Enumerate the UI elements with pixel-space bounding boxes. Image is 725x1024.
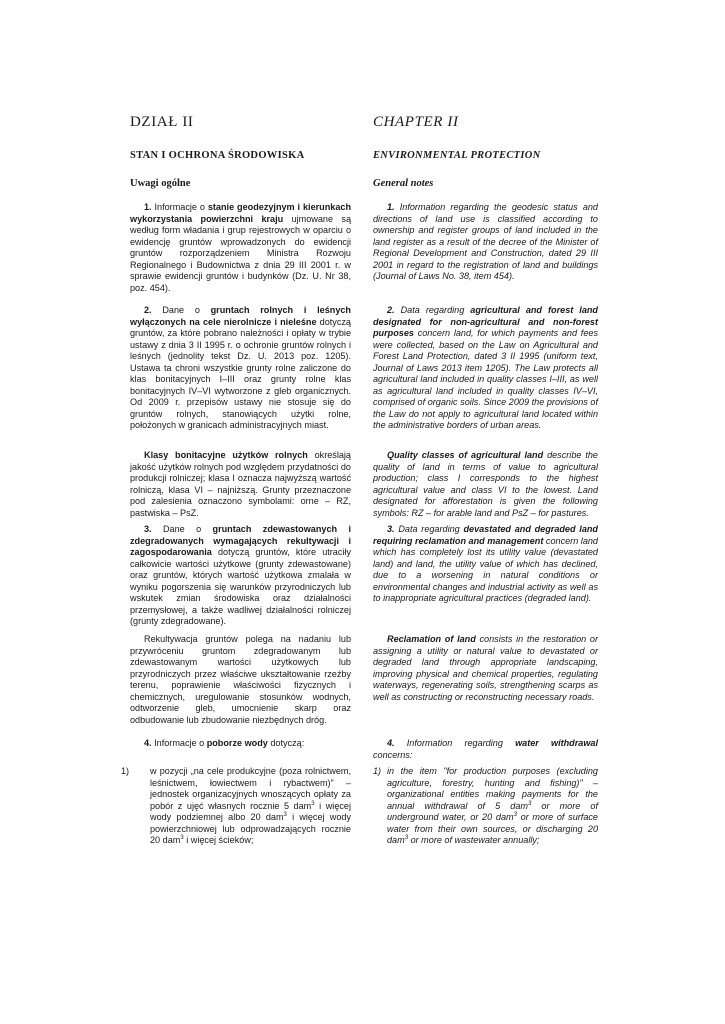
list-item-production-purposes-en: 1) in the item "for production purposes (excluding agriculture, forestry, hunting and fishing)" – organizational entities making payments for the annual withdrawal of 5 dam$^3$ or more of underground water, or 20 dam$^3$ or more of surface water from their own sources, or discharging 20 dam$^3$ or more of wastewater annually; [373,766,598,846]
paragraph-quality-classes-en: Quality classes of agricultural land describe the quality of land in terms of value to agricultural production; class I corresponds to the highest agricultural value and class VI to the lowest. Land designated for afforestation is given the following symbols: RZ – for arable land and PsZ – for pastures. [373,450,598,518]
section-title-en: ENVIRONMENTAL PROTECTION [373,150,541,161]
paragraph-water-withdrawal-en: 4. Information regarding water withdrawal concerns: [373,738,598,760]
paragraph-reclamation-pl: Rekultywacja gruntów polega na nadaniu lub przywróceniu gruntom zdegradowanym lub zdewastowanym wartości użytkowych lub przyrodniczych przez właściwe ukształtowanie rzeźby terenu, poprawienie właściwości fizycznych i chemicznych, uregulowanie stosunków wodnych, odtworzenie gleb, umocnienie skarp oraz odbudowanie lub zbudowanie niezbędnych dróg. [130,634,351,725]
chapter-title-en: CHAPTER II [373,114,459,130]
subsection-title-en: General notes [373,178,434,189]
paragraph-geodesic-status-pl: 1. Informacje o stanie geodezyjnym i kierunkach wykorzystania powierzchni kraju ujmowane są według form władania i grup rejestrowych w oparciu o ewidencję gruntów wprowadzonych do ewidencji gruntów rozporządzeniem Ministra Rozwoju Regionalnego i Budownictwa z dnia 29 III 2001 r. w sprawie ewidencji gruntów i budynków (Dz. U. Nr 38, poz. 454). [130,202,352,293]
paragraph-devastated-land-pl: 3. Dane o gruntach zdewastowanych i zdegradowanych wymagających rekultywacji i zagospodarowania dotyczą gruntów, które utraciły całkowicie wartości użytkowe (grunty zdewastowane) oraz gruntów, których wartość użytkowa zmalała w wyniku pogorszenia się warunków przyrodniczych lub wskutek zmian środowiska oraz działalności przemysłowej, a także wadliwej działalności rolniczej (grunty zdegradowane). [130,524,351,627]
paragraph-water-withdrawal-pl: 4. Informacje o poborze wody dotyczą: [144,738,305,748]
paragraph-geodesic-status-en: 1. Information regarding the geodesic status and directions of land use is classified according to ownership and register groups of land included in the land register as a result of the decree of the Minister of Regional Development and Construction, dated 29 III 2001 in regard to the registration of land and buildings (Journal of Laws No. 38, item 454). [373,202,598,282]
chapter-title-pl: DZIAŁ II [130,114,194,130]
paragraph-agricultural-land-pl: 2. Dane o gruntach rolnych i leśnych wyłączonych na cele nierolnicze i nieleśne dotyczą gruntów, za które pobrano należności i opłaty w trybie ustawy z dnia 3 II 1995 r. o ochronie gruntów rolnych i leśnych (jednolity tekst Dz. U. 2013 poz. 1205). Ustawa ta chroni wszystkie grunty rolne zaliczone do klas bonitacyjnych I–III oraz grunty rolne klas bonitacyjnych IV–VI wytworzone z gleb organicznych. Od 2009 r. przepisów ustawy nie stosuje się do gruntów rolnych, stanowiących użytki rolne, położonych w granicach administracyjnych miast. [130,305,351,431]
paragraph-quality-classes-pl: Klasy bonitacyjne użytków rolnych określają jakość użytków rolnych pod względem przydatności do produkcji rolniczej; klasa I oznacza najwyższą wartość rolniczą, klasa VI – najniższą. Grunty przeznaczone pod zalesienia oznaczono symbolami: orne – RZ, pastwiska – PsZ. [130,450,351,518]
subsection-title-pl: Uwagi ogólne [130,178,191,189]
list-item-production-purposes-pl: 1) w pozycji „na cele produkcyjne (poza rolnictwem, leśnictwem, łowiectwem i rybactwem)” – jednostek organizacyjnych wnoszących opłaty za pobór z ujęć własnych rocznie 5 dam$^3$ i więcej wody podziemnej albo 20 dam$^3$ i więcej wody powierzchniowej lub odprowadzających rocznie 20 dam$^3$ i więcej ścieków; [121,766,351,846]
paragraph-agricultural-land-en: 2. Data regarding agricultural and forest land designated for non-agricultural and non-forest purposes concern land, for which payments and fees were collected, based on the Law on Agricultural and Forest Land Protection, dated 3 II 1995 (uniform text, Journal of Laws 2013 item 1205). The Law protects all agricultural land included in quality classes I–III, as well as agricultural land included in quality classes IV–VI, comprised of organic soils. Since 2009 the provisions of the Law do not apply to agricultural land located within the administrative borders of urban areas. [373,305,598,431]
paragraph-devastated-land-en: 3. Data regarding devastated and degraded land requiring reclamation and management concern land which has completely lost its utility value (devastated land) and land, the utility value of which has declined, due to a worsening in natural conditions or environmental changes and industrial activity as well as to inappropriate agricultural practices (degraded land). [373,524,598,604]
section-title-pl: STAN I OCHRONA ŚRODOWISKA [130,150,305,161]
paragraph-reclamation-en: Reclamation of land consists in the restoration or assigning a utility or natural value to devastated or degraded land through appropriate landscaping, improving physical and chemical properties, regulating waterways, regenerating soils, strengthening scarps as well as constructing or reconstructing necessary roads. [373,634,598,702]
